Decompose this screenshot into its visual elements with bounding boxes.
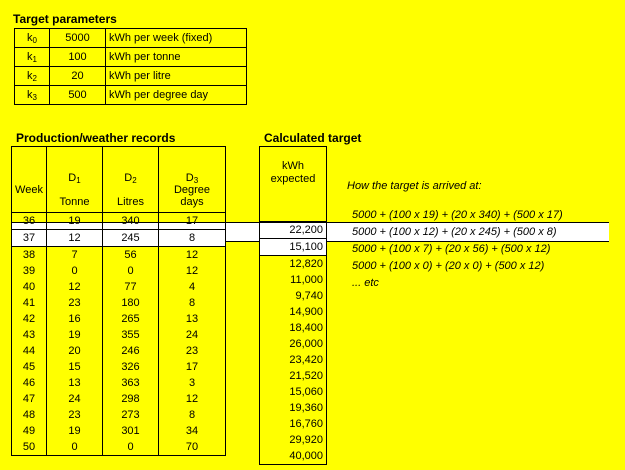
degree-days-header: $D_3$ Degree days <box>159 147 226 213</box>
production-row[interactable] <box>12 263 226 279</box>
param-value: 5000 <box>50 29 106 48</box>
param-row <box>15 48 247 67</box>
tonne-cell: 19 <box>47 327 103 343</box>
litres-header: $D_2$ Litres <box>103 147 159 213</box>
production-table <box>11 146 226 456</box>
week-cell: 47 <box>12 391 47 407</box>
kwh-expected-cell: 11,000 <box>260 272 327 288</box>
params-title: Target parameters <box>13 12 117 26</box>
degree-days-cell: 8 <box>159 407 226 423</box>
target-row[interactable] <box>260 384 327 400</box>
param-unit: kWh per week (fixed) <box>106 29 247 48</box>
degree-days-cell: 70 <box>159 439 226 456</box>
week-cell: 36 <box>12 213 47 230</box>
tonne-cell: 0 <box>47 263 103 279</box>
kwh-expected-cell: 29,920 <box>260 432 327 448</box>
litres-cell: 0 <box>103 439 159 456</box>
kwh-expected-cell: 19,360 <box>260 400 327 416</box>
formula-line: 5000 + (100 x 7) + (20 x 56) + (500 x 12) <box>352 243 551 255</box>
production-row[interactable] <box>12 391 226 407</box>
explanation-label: How the target is arrived at: <box>347 180 482 192</box>
target-row[interactable] <box>260 400 327 416</box>
week-cell: 46 <box>12 375 47 391</box>
param-value: 500 <box>50 86 106 105</box>
week-cell: 38 <box>12 247 47 264</box>
kwh-expected-cell: 21,520 <box>260 368 327 384</box>
litres-cell: 340 <box>103 213 159 230</box>
week-cell: 49 <box>12 423 47 439</box>
production-row[interactable] <box>12 375 226 391</box>
litres-cell: 77 <box>103 279 159 295</box>
target-header-row <box>260 147 327 222</box>
target-row[interactable] <box>260 320 327 336</box>
degree-days-cell: 17 <box>159 359 226 375</box>
kwh-expected-cell: 14,900 <box>260 304 327 320</box>
param-symbol: $k_3$ <box>15 86 50 105</box>
week-cell: 44 <box>12 343 47 359</box>
tonne-cell: 23 <box>47 295 103 311</box>
tonne-cell: 12 <box>47 279 103 295</box>
production-row[interactable] <box>12 247 226 264</box>
kwh-expected-cell: 26,000 <box>260 336 327 352</box>
week-cell: 43 <box>12 327 47 343</box>
tonne-header: $D_1$ Tonne <box>47 147 103 213</box>
litres-cell: 56 <box>103 247 159 264</box>
kwh-expected-header: kWh expected <box>260 147 327 222</box>
target-row[interactable] <box>260 256 327 273</box>
kwh-expected-cell: 18,400 <box>260 320 327 336</box>
production-row[interactable] <box>12 295 226 311</box>
week-cell: 40 <box>12 279 47 295</box>
production-title: Production/weather records <box>16 131 176 145</box>
tonne-cell: 13 <box>47 375 103 391</box>
litres-cell: 273 <box>103 407 159 423</box>
param-value: 100 <box>50 48 106 67</box>
litres-cell: 246 <box>103 343 159 359</box>
tonne-cell: 19 <box>47 423 103 439</box>
target-row[interactable] <box>260 416 327 432</box>
tonne-cell: 15 <box>47 359 103 375</box>
kwh-expected-cell: 23,420 <box>260 352 327 368</box>
degree-days-cell: 12 <box>159 247 226 264</box>
litres-cell: 245 <box>103 230 159 247</box>
params-table <box>14 28 247 105</box>
litres-cell: 180 <box>103 295 159 311</box>
degree-days-cell: 8 <box>159 295 226 311</box>
production-row[interactable] <box>12 230 226 247</box>
formula-line: 5000 + (100 x 19) + (20 x 340) + (500 x 17) <box>352 209 563 221</box>
formula-list <box>352 207 563 292</box>
litres-cell: 298 <box>103 391 159 407</box>
target-row[interactable] <box>260 272 327 288</box>
week-cell: 50 <box>12 439 47 456</box>
target-table <box>259 146 327 465</box>
week-cell: 39 <box>12 263 47 279</box>
target-row[interactable] <box>260 304 327 320</box>
degree-days-cell: 12 <box>159 391 226 407</box>
production-row[interactable] <box>12 311 226 327</box>
production-row[interactable] <box>12 423 226 439</box>
param-symbol: $k_0$ <box>15 29 50 48</box>
target-row[interactable] <box>260 239 327 256</box>
production-row[interactable] <box>12 359 226 375</box>
formula-line: ... etc <box>352 277 379 289</box>
param-unit: kWh per degree day <box>106 86 247 105</box>
week-cell: 48 <box>12 407 47 423</box>
litres-cell: 265 <box>103 311 159 327</box>
production-row[interactable] <box>12 279 226 295</box>
tonne-cell: 19 <box>47 213 103 230</box>
degree-days-cell: 8 <box>159 230 226 247</box>
param-unit: kWh per tonne <box>106 48 247 67</box>
formula-line: 5000 + (100 x 12) + (20 x 245) + (500 x 8) <box>352 226 557 238</box>
production-header-row <box>12 147 226 213</box>
param-value: 20 <box>50 67 106 86</box>
week-cell: 45 <box>12 359 47 375</box>
param-row <box>15 29 247 48</box>
litres-cell: 355 <box>103 327 159 343</box>
degree-days-cell: 12 <box>159 263 226 279</box>
litres-cell: 326 <box>103 359 159 375</box>
week-cell: 41 <box>12 295 47 311</box>
target-row[interactable] <box>260 448 327 465</box>
production-row[interactable] <box>12 213 226 230</box>
degree-days-cell: 34 <box>159 423 226 439</box>
target-row[interactable] <box>260 368 327 384</box>
degree-days-cell: 23 <box>159 343 226 359</box>
kwh-expected-cell: 40,000 <box>260 448 327 465</box>
kwh-expected-cell: 15,060 <box>260 384 327 400</box>
param-symbol: $k_2$ <box>15 67 50 86</box>
litres-cell: 0 <box>103 263 159 279</box>
degree-days-cell: 3 <box>159 375 226 391</box>
formula-line: 5000 + (100 x 0) + (20 x 0) + (500 x 12) <box>352 260 545 272</box>
litres-cell: 363 <box>103 375 159 391</box>
param-row <box>15 67 247 86</box>
kwh-expected-cell: 15,100 <box>260 239 327 256</box>
tonne-cell: 20 <box>47 343 103 359</box>
kwh-expected-cell: 9,740 <box>260 288 327 304</box>
kwh-expected-cell: 22,200 <box>260 222 327 239</box>
week-cell: 42 <box>12 311 47 327</box>
target-title: Calculated target <box>264 131 362 145</box>
production-row[interactable] <box>12 327 226 343</box>
production-row[interactable] <box>12 439 226 456</box>
degree-days-cell: 4 <box>159 279 226 295</box>
tonne-cell: 0 <box>47 439 103 456</box>
param-symbol: $k_1$ <box>15 48 50 67</box>
production-row[interactable] <box>12 407 226 423</box>
target-row[interactable] <box>260 222 327 239</box>
param-row <box>15 86 247 105</box>
week-header: Week <box>12 147 47 213</box>
target-row[interactable] <box>260 336 327 352</box>
tonne-cell: 7 <box>47 247 103 264</box>
degree-days-cell: 24 <box>159 327 226 343</box>
kwh-expected-cell: 16,760 <box>260 416 327 432</box>
target-row[interactable] <box>260 432 327 448</box>
tonne-cell: 16 <box>47 311 103 327</box>
degree-days-cell: 17 <box>159 213 226 230</box>
tonne-cell: 23 <box>47 407 103 423</box>
tonne-cell: 12 <box>47 230 103 247</box>
degree-days-cell: 13 <box>159 311 226 327</box>
target-row[interactable] <box>260 352 327 368</box>
kwh-expected-cell: 12,820 <box>260 256 327 273</box>
tonne-cell: 24 <box>47 391 103 407</box>
week-cell: 37 <box>12 230 47 247</box>
target-row[interactable] <box>260 288 327 304</box>
litres-cell: 301 <box>103 423 159 439</box>
production-row[interactable] <box>12 343 226 359</box>
param-unit: kWh per litre <box>106 67 247 86</box>
